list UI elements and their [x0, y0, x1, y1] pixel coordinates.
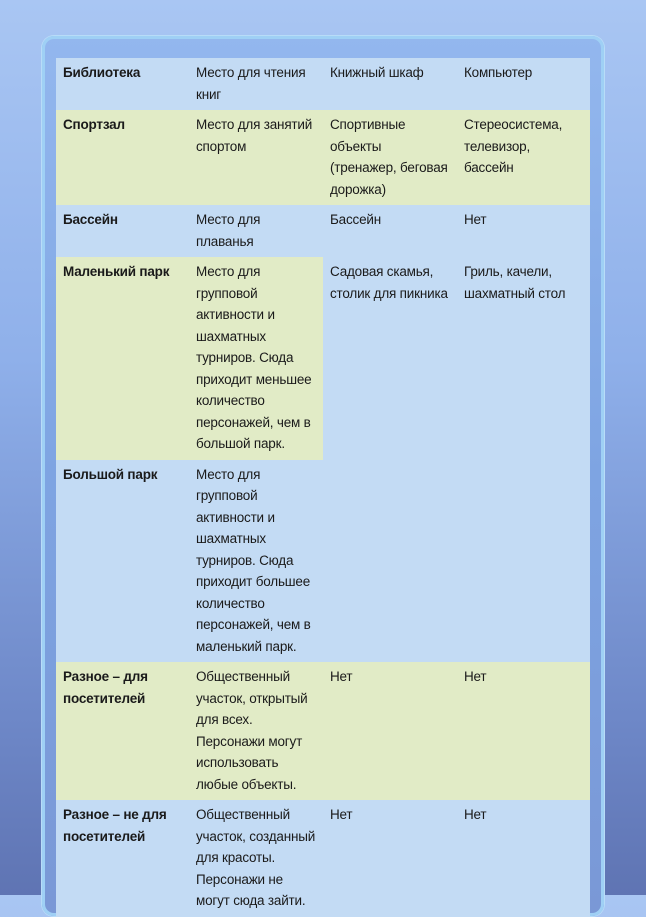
table-row	[56, 58, 590, 110]
lot-name: Библиотека	[56, 58, 189, 110]
lot-extras: Нет	[457, 800, 590, 917]
lot-name: Разное – для посетителей	[56, 662, 189, 800]
lot-extras: Стереосистема, телевизор, бассейн	[457, 110, 590, 205]
lot-extras: Компьютер	[457, 58, 590, 110]
lot-purpose: Место для групповой активности и шахматных турниров. Сюда приходит меньшее количество персонажей, чем в большой парк.	[189, 257, 323, 460]
lot-types-table	[56, 58, 590, 917]
table-row	[56, 460, 590, 663]
table-row	[56, 800, 590, 917]
lot-objects: Нет	[323, 662, 457, 800]
lot-purpose: Место для занятий спортом	[189, 110, 323, 205]
lot-name: Маленький парк	[56, 257, 189, 460]
table-row	[56, 257, 590, 460]
lot-extras: Нет	[457, 205, 590, 257]
lot-objects: Садовая скамья, столик для пикника	[323, 257, 457, 460]
lot-purpose: Общественный участок, открытый для всех. Персонажи могут использовать любые объекты.	[189, 662, 323, 800]
lot-name: Бассейн	[56, 205, 189, 257]
lot-name: Спортзал	[56, 110, 189, 205]
lot-objects: Бассейн	[323, 205, 457, 257]
lot-name: Большой парк	[56, 460, 189, 663]
table-row	[56, 662, 590, 800]
lot-objects: Книжный шкаф	[323, 58, 457, 110]
lot-purpose: Общественный участок, созданный для красоты. Персонажи не могут сюда зайти.	[189, 800, 323, 917]
table-row	[56, 110, 590, 205]
lot-extras	[457, 460, 590, 663]
lot-objects	[323, 460, 457, 663]
lot-purpose: Место для групповой активности и шахматных турниров. Сюда приходит большее количество персонажей, чем в маленький парк.	[189, 460, 323, 663]
lot-purpose: Место для плаванья	[189, 205, 323, 257]
lot-purpose: Место для чтения книг	[189, 58, 323, 110]
lot-extras: Гриль, качели, шахматный стол	[457, 257, 590, 460]
lot-objects: Нет	[323, 800, 457, 917]
table-row	[56, 205, 590, 257]
lot-name: Разное – не для посетителей	[56, 800, 189, 917]
lot-objects: Спортивные объекты (тренажер, беговая дорожка)	[323, 110, 457, 205]
lot-extras: Нет	[457, 662, 590, 800]
